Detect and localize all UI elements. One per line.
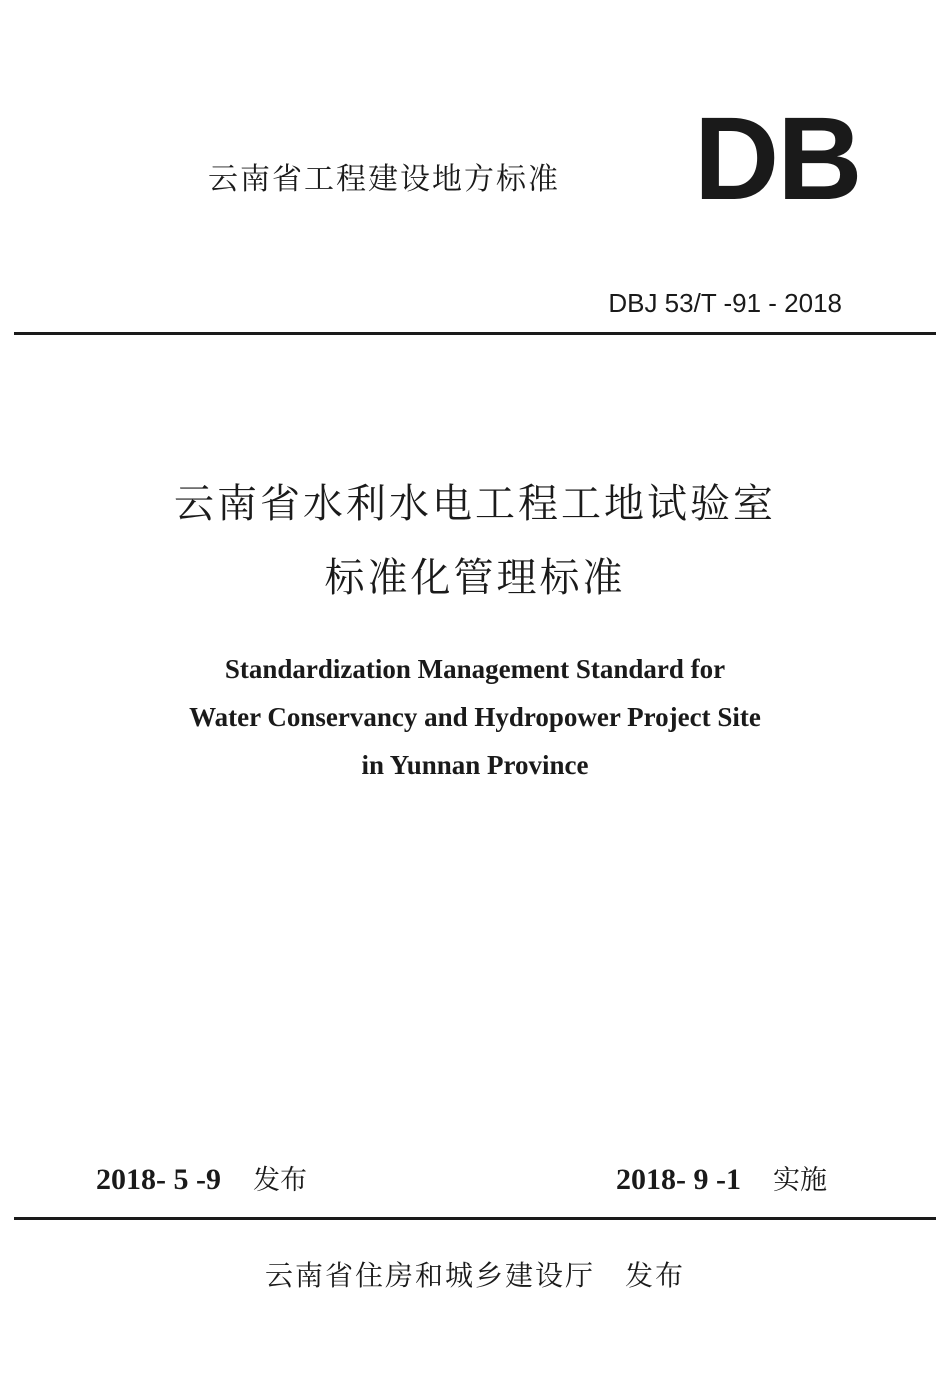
- publisher-line: [0, 1256, 950, 1296]
- english-title-line-1: Standardization Management Standard for: [224, 654, 726, 684]
- effective-date-row: [616, 1160, 827, 1200]
- issue-date-row: [96, 1160, 307, 1200]
- issue-label: 发布: [252, 1165, 307, 1196]
- effective-label: 实施: [772, 1165, 827, 1196]
- chinese-title-line-2: 标准化管理标准: [324, 555, 626, 601]
- db-mark: DB: [694, 93, 861, 225]
- effective-date: 2018- 9 -1: [616, 1163, 741, 1196]
- bottom-divider: [14, 1217, 936, 1220]
- english-title-line-2: Water Conservancy and Hydropower Project Site: [189, 702, 761, 732]
- publisher-action: 发布: [625, 1259, 686, 1292]
- chinese-title-line-1: 云南省水利水电工程工地试验室: [174, 481, 776, 527]
- english-title-line-3: in Yunnan Province: [361, 750, 589, 780]
- top-divider: [14, 332, 936, 335]
- publisher-name: 云南省住房和城乡建设厅: [264, 1259, 595, 1292]
- standard-code: DBJ 53/T -91 - 2018: [608, 288, 842, 318]
- issue-date: 2018- 5 -9: [96, 1163, 221, 1196]
- standard-series-name: 云南省工程建设地方标准: [208, 162, 560, 197]
